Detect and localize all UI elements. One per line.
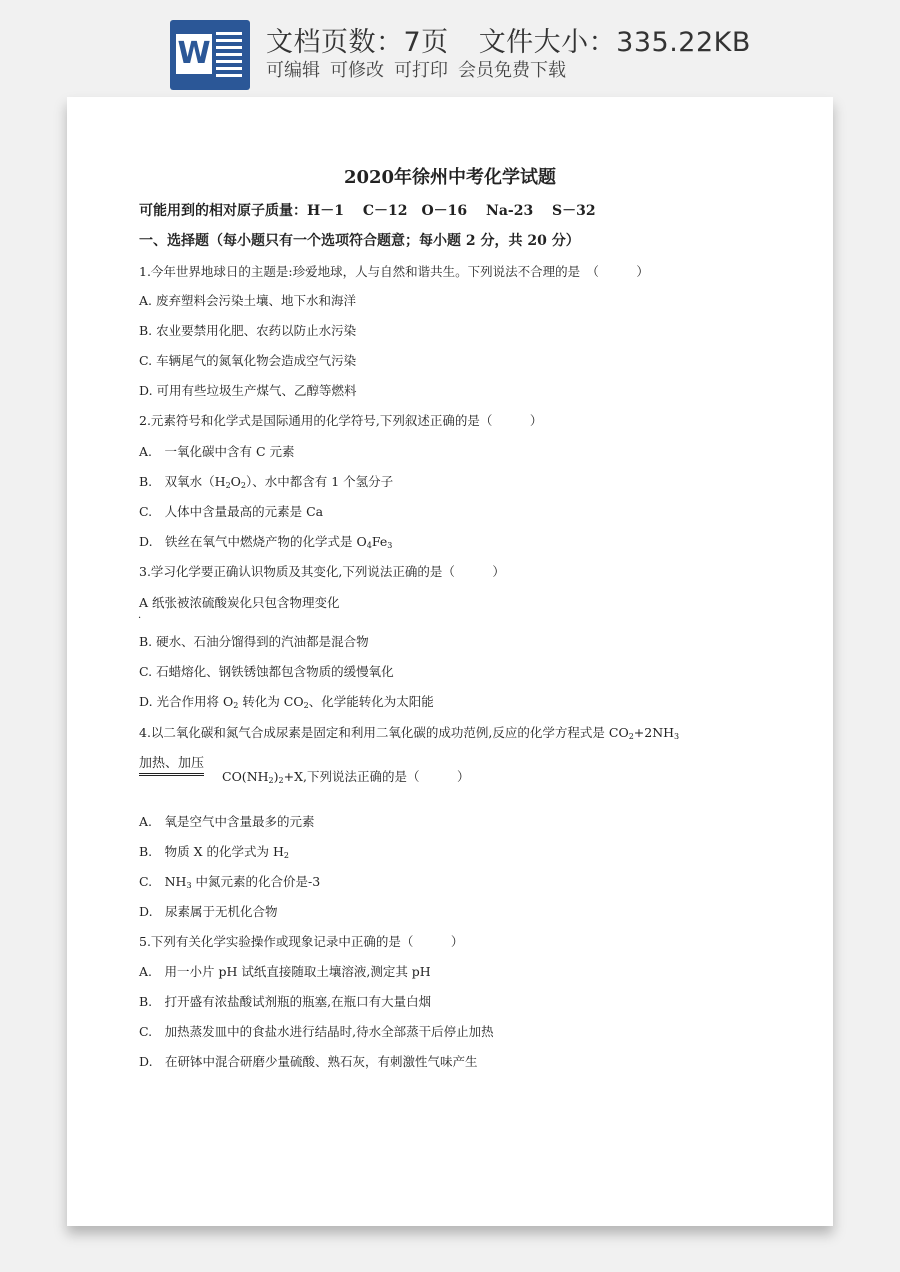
question-3-option-a: A 纸张被浓硫酸炭化只包含物理变化 [139,595,340,610]
question-2-option-b: B. 双氧水$(H_2O_2)$、水中都含有 1 个氢分子 [139,474,394,490]
document-page [67,97,833,1226]
document-title: 2020年徐州中考化学试题 [343,167,557,188]
question-4-option-a: A. 氧是空气中含量最多的元素 [139,814,315,829]
question-1-option-b: B. 农业要禁用化肥、农药以防止水污染 [139,323,357,338]
file-info [266,20,751,59]
feature-member-download: 会员免费下载 [458,60,566,81]
question-4-stem-continued: $CO(NH_2)_2+X$,下列说法正确的是（ ） [222,769,470,785]
question-3-option-d: D. 光合作用将 $O_2$ 转化为 $CO_2$、化学能转化为太阳能 [139,694,434,710]
question-5-option-b: B. 打开盛有浓盐酸试剂瓶的瓶塞,在瓶口有大量白烟 [139,994,432,1009]
question-5-option-d: D. 在研钵中混合研磨少量硫酸、熟石灰，有刺激性气味产生 [139,1054,478,1069]
question-5-option-a: A. 用一小片 pH 试纸直接随取土壤溶液,测定其 pH [139,964,431,979]
question-2-option-c: C. 人体中含量最高的元素是 Ca [139,504,324,519]
reaction-condition-label: 加热、加压 [139,752,204,776]
document-lines-graphic [216,32,242,78]
question-4-option-c: C. $NH_3$ 中氮元素的化合价是-3 [139,874,321,890]
question-5-option-c: C. 加热蒸发皿中的食盐水进行结晶时,待水全部蒸干后停止加热 [139,1024,494,1039]
question-1-option-d: D. 可用有些垃圾生产煤气、乙醇等燃料 [139,383,357,398]
feature-printable: 可打印 [394,60,448,81]
question-1-option-c: C. 车辆尾气的氮氧化物会造成空气污染 [139,353,357,368]
download-banner [0,0,900,96]
question-2-stem: 2.元素符号和化学式是国际通用的化学符号,下列叙述正确的是（ ） [139,413,543,428]
question-4-stem: 4.以二氧化碳和氮气合成尿素是固定和利用二氧化碳的成功范例,反应的化学方程式是 $CO_2+2NH_3$ [139,725,680,741]
question-2-option-d: D. 铁丝在氧气中燃烧产物的化学式是 $O_4Fe_3$ [139,534,393,550]
feature-list [266,56,576,82]
feature-modifiable: 可修改 [330,60,384,81]
question-1-option-a: A. 废弃塑料会污染土壤、地下水和海洋 [139,293,356,308]
atomic-mass-line: 可能用到的相对原子质量：H－1 C－12 O－16 Na-23 S－32 [139,203,596,219]
question-3-option-b: B. 硬水、石油分馏得到的汽油都是混合物 [139,634,369,649]
question-3-stem: 3.学习化学要正确认识物质及其变化,下列说法正确的是（ ） [139,564,505,579]
question-4-option-b: B. 物质 X 的化学式为 $H_2$ [139,844,289,860]
file-size: 文件大小：335.22KB [478,27,751,58]
stray-dot: · [138,613,142,624]
question-2-option-a: A. 一氧化碳中含有 C 元素 [139,444,295,459]
page-count: 文档页数：7页 [266,27,449,58]
feature-editable: 可编辑 [266,60,320,81]
word-icon [170,20,250,90]
question-3-option-c: C. 石蜡熔化、钢铁锈蚀都包含物质的缓慢氧化 [139,664,394,679]
question-4-option-d: D. 尿素属于无机化合物 [139,904,278,919]
question-5-stem: 5.下列有关化学实验操作或现象记录中正确的是（ ） [139,934,464,949]
question-1-stem: 1.今年世界地球日的主题是:珍爱地球，人与自然和谐共生。下列说法不合理的是 （ ） [139,264,649,279]
section-heading: 一、选择题（每小题只有一个选项符合题意；每小题 2 分，共 20 分） [139,233,580,249]
word-letter: W [176,34,212,74]
